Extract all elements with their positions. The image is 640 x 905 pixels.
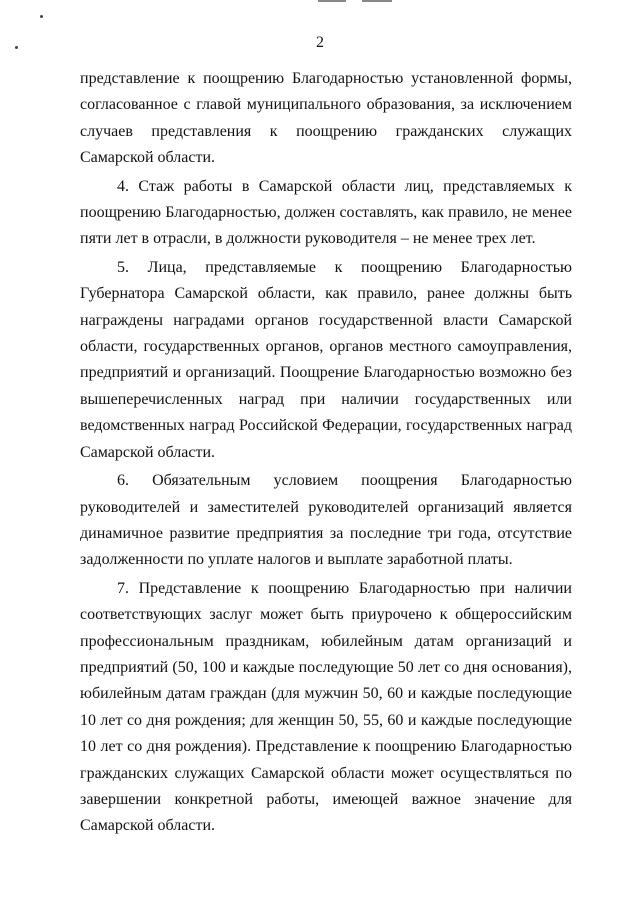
paragraph-item-6: 6. Обязательным условием поощрения Благодарностью руководителей и заместителей руководителей организаций является динамичное развитие предприятия за последние три года, отсутствие задолженности по уплате налогов и выплате заработной платы. <box>80 472 572 569</box>
paragraph-item-7: 7. Представление к поощрению Благодарностью при наличии соответствующих заслуг может быть приурочено к общероссийским профессиональным праздникам, юбилейным датам организаций и предприятий (50, 100 и каждые последующие 50 лет со дня основания), юбилейным датам граждан (для мужчин 50, 60 и каждые последующие 10 лет со дня рождения; для женщин 50, 55, 60 и каждые последующие 10 лет со дня рождения). Представление к поощрению Благодарностью гражданских служащих Самарской области может осуществляться по завершении конкретной работы, имеющей важное значение для Самарской области. <box>80 579 572 835</box>
paragraph-item-5: 5. Лица, представляемые к поощрению Благодарностью Губернатора Самарской области, как правило, ранее должны быть награждены наградами органов государственной власти Самарской области, государственных органов, органов местного самоуправления, предприятий и организаций. Поощрение Благодарностью возможно без вышеперечисленных наград при наличии государственных или ведомственных наград Российской Федерации, государственных наград Самарской области. <box>80 258 572 461</box>
scan-artifact-bar <box>318 0 346 2</box>
paragraph-item-4: 4. Стаж работы в Самарской области лиц, представляемых к поощрению Благодарностью, должен составлять, как правило, не менее пяти лет в отрасли, в должности руководителя – не менее трех лет. <box>80 177 572 248</box>
scan-speck <box>40 15 43 18</box>
document-body <box>80 66 572 840</box>
scan-artifact-bar <box>362 0 392 2</box>
paragraph-continuation: представление к поощрению Благодарностью установленной формы, согласованное с главой муниципального образования, за исключением случаев представления к поощрению гражданских служащих Самарской области. <box>80 70 572 167</box>
page-number: 2 <box>316 34 324 51</box>
